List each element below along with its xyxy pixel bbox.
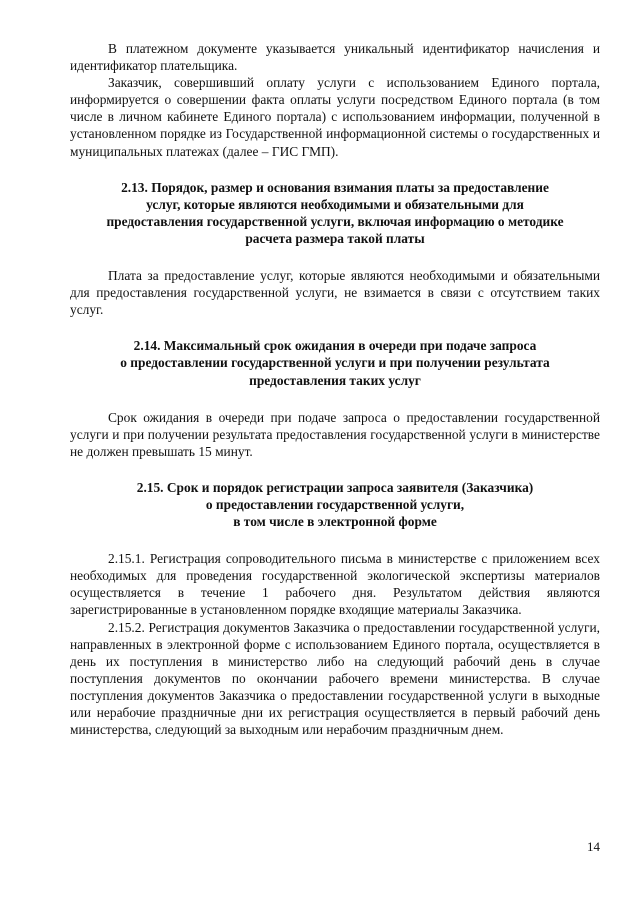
heading-line: услуг, которые являются необходимыми и обязательными для	[146, 196, 524, 212]
section-2-13-paragraph: Плата за предоставление услуг, которые являются необходимыми и обязательными для предоставления государственной услуги, не взимается в связи с отсутствием таких услуг.	[70, 268, 600, 318]
page-number: 14	[587, 839, 600, 854]
heading-line: 2.14. Максимальный срок ожидания в очереди при подаче запроса	[133, 338, 537, 354]
intro-paragraph-1: В платежном документе указывается уникальный идентификатор начисления и идентификатор плательщика.	[70, 41, 600, 74]
heading-line: о предоставлении государственной услуги и при получении результата	[120, 355, 550, 371]
heading-line: предоставления таких услуг	[249, 372, 421, 388]
intro-paragraph-2: Заказчик, совершивший оплату услуги с использованием Единого портала, информируется о совершении факта оплаты услуги посредством Единого портала (в том числе в личном кабинете Единого портала) с использованием информации, полученной в установленном порядке из Государственной информационной системы о государственных и муниципальных платежах (далее – ГИС ГМП).	[70, 75, 600, 159]
heading-line: 2.15. Срок и порядок регистрации запроса заявителя (Заказчика)	[136, 479, 534, 495]
document-page	[70, 40, 600, 895]
section-2-13-heading	[70, 179, 600, 247]
section-2-15-2-paragraph: 2.15.2. Регистрация документов Заказчика о предоставлении государственной услуги, направленных в электронной форме с использованием Единого портала, осуществляется в день их поступления в министерство либо на следующий рабочий день в случае поступления документов по окончании рабочего времени министерства. В случае поступления документов Заказчика о предоставлении государственной услуги в выходные или нерабочие праздничные дни их регистрация осуществляется в первый рабочий день министерства, следующий за выходным или нерабочим праздничным днем.	[70, 619, 600, 738]
section-2-14-paragraph: Срок ожидания в очереди при подаче запроса о предоставлении государственной услуги и при получении результата предоставления государственной услуги в министерстве не должен превышать 15 минут.	[70, 409, 600, 459]
section-2-15-heading	[70, 479, 600, 530]
heading-line: в том числе в электронной форме	[233, 514, 437, 530]
heading-line: о предоставлении государственной услуги,	[205, 496, 465, 512]
section-2-14-heading	[70, 337, 600, 388]
heading-line: предоставления государственной услуги, включая информацию о методике	[106, 213, 564, 229]
heading-line: 2.13. Порядок, размер и основания взимания платы за предоставление	[121, 179, 549, 195]
section-2-15-1-paragraph: 2.15.1. Регистрация сопроводительного письма в министерстве с приложением всех необходимых для проведения государственной экологической экспертизы материалов осуществляется в течение 1 рабочего дня. Результатом действия являются зарегистрированные в установленном порядке входящие материалы Заказчика.	[70, 551, 600, 618]
heading-line: расчета размера такой платы	[245, 230, 425, 246]
